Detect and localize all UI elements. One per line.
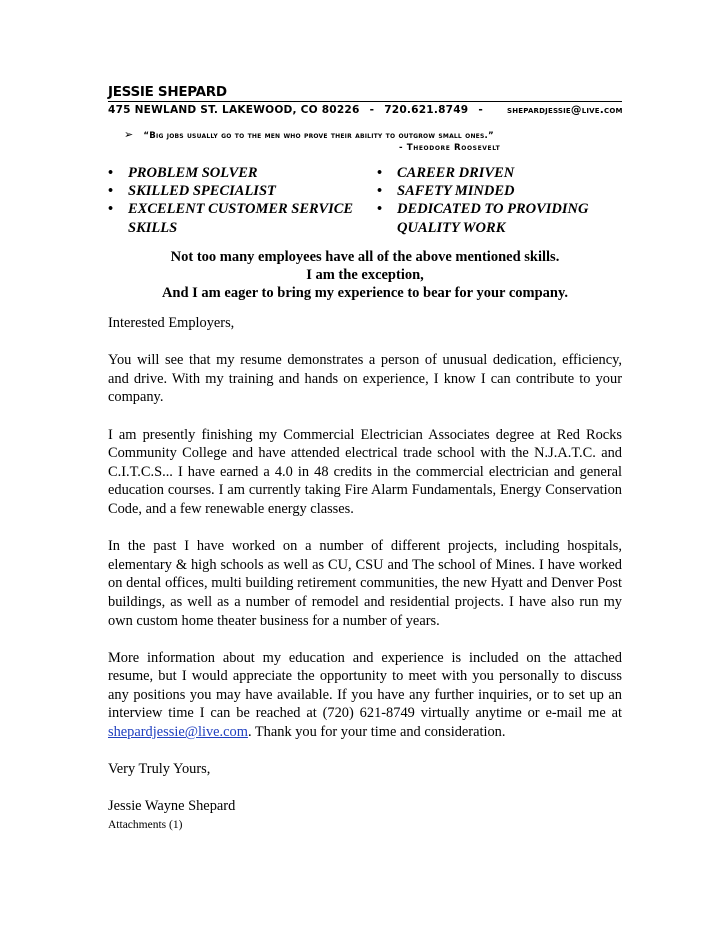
paragraph: In the past I have worked on a number of different projects, including hospitals, elementary & high schools as well as CU, CSU and The school of Mines. I have worked on dental offices, multi building retirement communities, the new Hyatt and Denver Post buildings, as well as a number of remodel and residential projects. I have also run my own custom home theater business for a number of years. (108, 538, 622, 629)
skills-left-column (108, 164, 368, 237)
quote (124, 128, 494, 141)
signature: Jessie Wayne Shepard (108, 798, 236, 815)
statement-line: And I am eager to bring my experience to bear for your company. (161, 285, 569, 301)
attachments-note: Attachments (1) (108, 819, 183, 832)
contact-line (108, 101, 622, 116)
paragraph: I am presently finishing my Commercial Electrician Associates degree at Red Rocks Community College and have attended electrical trade school with the N.J.A.T.C. and C.I.T.C.S... I have earned a 4.0 in 48 credits in the commercial electrician and general education courses. I am currently taking Fire Alarm Fundamentals, Energy Conservation Code, and a few renewable energy classes. (108, 426, 622, 517)
skill-item: • EXCELENT CUSTOMER SERVICE SKILLS (108, 200, 368, 236)
separator: - (478, 104, 483, 116)
skill-item: • CAREER DRIVEN (377, 164, 627, 182)
quote-text: “Big jobs usually go to the men who prove their ability to outgrow small ones.” (143, 131, 494, 141)
phone: 720.621.8749 (384, 104, 469, 116)
exception-statement (108, 248, 622, 302)
arrow-bullet-icon: ➢ (124, 128, 134, 141)
skill-item: • SKILLED SPECIALIST (108, 182, 368, 200)
skill-item: • DEDICATED TO PROVIDING QUALITY WORK (377, 200, 627, 236)
statement-line: Not too many employees have all of the above mentioned skills. (170, 249, 560, 265)
paragraph-text: More information about my education and experience is included on the attached resume, but I would appreciate the opportunity to meet with you personally to discuss any positions you may have available. If you have any further inquiries, or to set up an interview time I can be reached at (720) 621-8749 virtually anytime or e-mail me at (108, 649, 622, 722)
closing: Very Truly Yours, (108, 761, 211, 778)
header-email: shepardjessie@live.com (506, 104, 623, 116)
skill-item: • SAFETY MINDED (377, 182, 627, 200)
applicant-name: JESSIE SHEPARD (108, 84, 227, 100)
salutation: Interested Employers, (108, 315, 235, 331)
separator: - (369, 104, 375, 116)
paragraph: You will see that my resume demonstrates a person of unusual dedication, efficiency, and drive. With my training and hands on experience, I know I can contribute to your company. (108, 352, 622, 406)
paragraph-text: . Thank you for your time and consideration. (247, 724, 506, 741)
paragraph (108, 649, 622, 742)
email-link[interactable]: shepardjessie@live.com (108, 724, 248, 741)
skills-right-column (377, 164, 627, 237)
letter-body (108, 314, 622, 835)
address: 475 NEWLAND ST. LAKEWOOD, CO 80226 (108, 104, 360, 116)
statement-line: I am the exception, (306, 267, 424, 283)
quote-author: - Theodore Roosevelt (399, 143, 501, 153)
skill-item: • PROBLEM SOLVER (108, 164, 368, 182)
